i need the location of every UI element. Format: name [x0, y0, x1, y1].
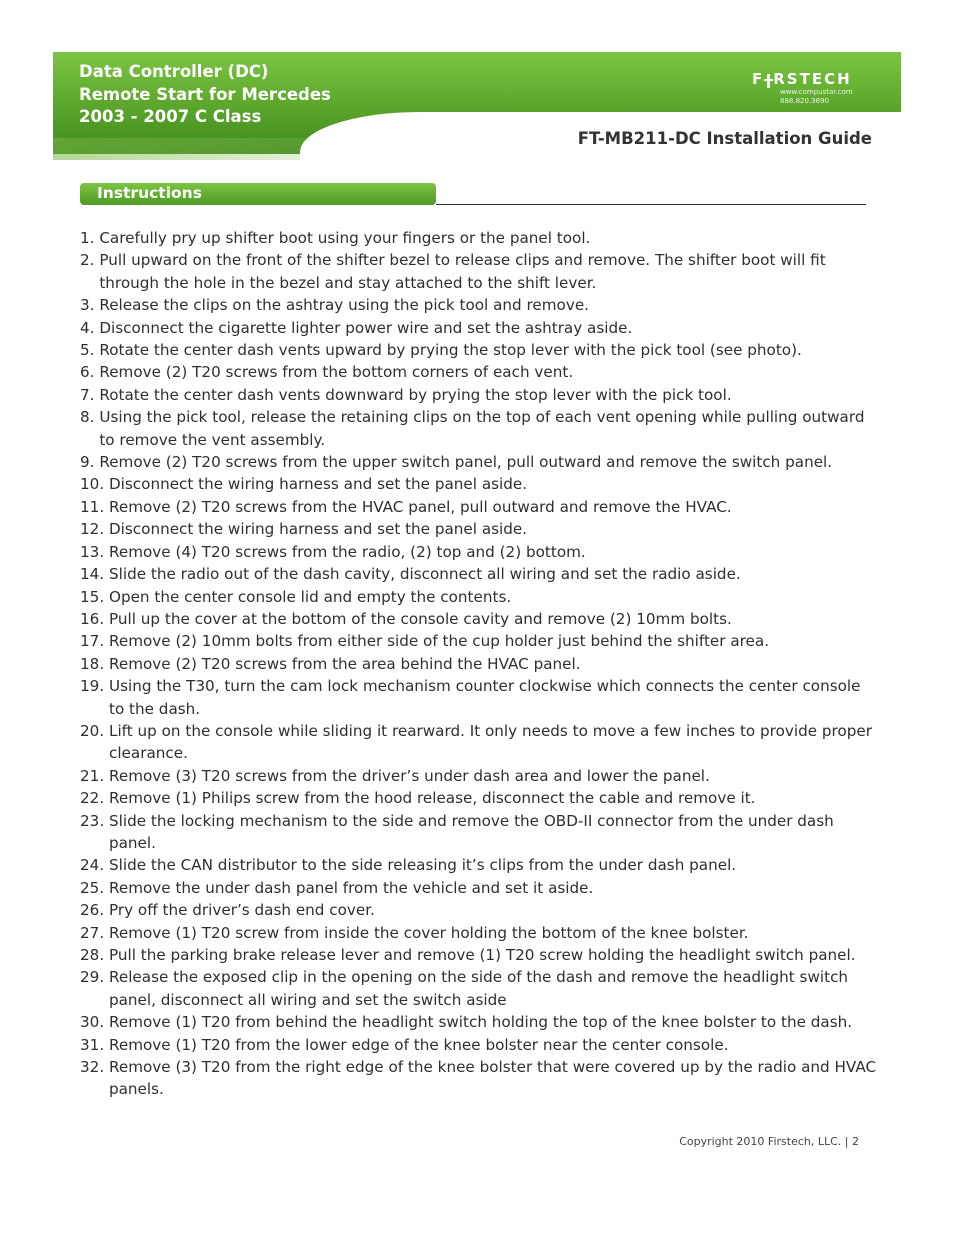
- step-item: [80, 1011, 880, 1033]
- step-number: 24.: [80, 856, 109, 875]
- step-item: [80, 944, 880, 966]
- step-number: 20.: [80, 721, 109, 740]
- step-number: 30.: [80, 1013, 109, 1032]
- step-item: [80, 966, 880, 1011]
- step-number: 4.: [80, 318, 100, 337]
- document-title: [79, 61, 331, 129]
- step-number: 28.: [80, 946, 109, 964]
- step-number: 1.: [80, 229, 100, 247]
- step-item: [80, 317, 880, 339]
- logo-url: www.compustar.com: [780, 88, 853, 96]
- step-item: [80, 630, 880, 652]
- step-text: Slide the radio out of the dash cavity, disconnect all wiring and set the radio aside.: [108, 565, 741, 584]
- step-text: Pry off the driver’s dash end cover.: [108, 901, 375, 920]
- step-number: 11.: [80, 497, 109, 516]
- step-text: Pull up the cover at the bottom of the console cavity and remove (2) 10mm bolts.: [108, 609, 732, 628]
- step-number: 6.: [80, 363, 100, 382]
- step-text: Slide the locking mechanism to the side and remove the OBD-II connector from the under dash panel.: [108, 811, 834, 852]
- logo-phone: 888.820.3690: [780, 97, 829, 105]
- step-number: 25.: [80, 878, 109, 897]
- step-item: [80, 563, 880, 585]
- step-number: 17.: [80, 632, 109, 651]
- copyright-footer: Copyright 2010 Firstech, LLC. | 2: [679, 1135, 859, 1148]
- step-item: [80, 1034, 880, 1056]
- step-item: [80, 608, 880, 630]
- section-header: [80, 183, 436, 205]
- step-item: [80, 653, 880, 675]
- step-number: 19.: [80, 677, 109, 696]
- logo-letters-rstech: RSTECH: [773, 70, 852, 88]
- section-label: Instructions: [97, 184, 202, 202]
- step-text: Remove the under dash panel from the vehicle and set it aside.: [108, 878, 594, 897]
- step-number: 32.: [80, 1058, 109, 1077]
- step-text: Pull the parking brake release lever and remove (1) T20 screw holding the headlight switch panel.: [108, 946, 856, 964]
- step-text: Remove (2) T20 screws from the HVAC panel, pull outward and remove the HVAC.: [108, 497, 732, 516]
- step-item: [80, 294, 880, 316]
- step-text: Remove (2) 10mm bolts from either side of the cup holder just behind the shifter area.: [108, 632, 770, 651]
- step-text: Disconnect the wiring harness and set the panel aside.: [108, 520, 528, 539]
- step-item: [80, 496, 880, 518]
- step-item: [80, 586, 880, 608]
- step-text: Lift up on the console while sliding it rearward. It only needs to move a few inches to provide proper clearance.: [108, 721, 872, 763]
- step-text: Remove (1) T20 from behind the headlight switch holding the top of the knee bolster to the dash.: [108, 1013, 853, 1032]
- step-number: 15.: [80, 587, 109, 606]
- step-number: 2.: [80, 251, 100, 270]
- step-number: 16.: [80, 609, 109, 628]
- step-number: 10.: [80, 475, 109, 494]
- step-text: Remove (2) T20 screws from the upper switch panel, pull outward and remove the switch panel.: [99, 453, 833, 472]
- step-item: [80, 339, 880, 361]
- step-number: 12.: [80, 520, 109, 539]
- guide-title: FT-MB211-DC Installation Guide: [577, 129, 872, 148]
- step-item: [80, 675, 880, 720]
- step-item: [80, 854, 880, 876]
- step-text: Using the pick tool, release the retaining clips on the top of each vent opening while pulling outward to remove the vent assembly.: [99, 408, 865, 449]
- step-text: Remove (2) T20 screws from the area behind the HVAC panel.: [108, 654, 581, 673]
- step-item: [80, 810, 880, 855]
- step-item: [80, 1056, 880, 1101]
- title-line-2: Remote Start for Mercedes: [79, 84, 331, 104]
- title-line-1: Data Controller (DC): [79, 62, 269, 81]
- step-number: 18.: [80, 654, 109, 673]
- step-item: [80, 922, 880, 944]
- step-item: [80, 249, 880, 294]
- step-item: [80, 765, 880, 787]
- step-number: 8.: [80, 408, 100, 427]
- step-text: Release the exposed clip in the opening on the side of the dash and remove the headlight switch panel, disconnect all wiring and set the switch aside: [108, 968, 849, 1009]
- step-text: Remove (1) T20 screw from inside the cover holding the bottom of the knee bolster.: [108, 923, 749, 942]
- step-text: Open the center console lid and empty the contents.: [108, 587, 512, 606]
- step-text: Disconnect the wiring harness and set the panel aside.: [108, 475, 528, 494]
- step-number: 26.: [80, 901, 109, 920]
- step-text: Remove (4) T20 screws from the radio, (2) top and (2) bottom.: [108, 542, 586, 561]
- firstech-logo: [752, 70, 882, 110]
- step-text: Slide the CAN distributor to the side releasing it’s clips from the under dash panel.: [108, 856, 737, 875]
- step-item: [80, 473, 880, 495]
- step-number: 13.: [80, 542, 109, 561]
- step-number: 14.: [80, 565, 109, 584]
- section-divider: [436, 204, 866, 205]
- step-text: Pull upward on the front of the shifter bezel to release clips and remove. The shifter boot will fit through the hole in the bezel and stay attached to the shift lever.: [99, 251, 826, 292]
- logo-wordmark: [752, 70, 882, 88]
- step-item: [80, 361, 880, 383]
- step-number: 27.: [80, 923, 109, 942]
- step-text: Rotate the center dash vents upward by prying the stop lever with the pick tool (see photo).: [99, 341, 802, 360]
- step-text: Release the clips on the ashtray using the pick tool and remove.: [99, 296, 590, 315]
- step-text: Using the T30, turn the cam lock mechanism counter clockwise which connects the center console to the dash.: [108, 677, 861, 718]
- step-item: [80, 518, 880, 540]
- step-text: Remove (3) T20 from the right edge of the knee bolster that were covered up by the radio and HVAC panels.: [108, 1058, 877, 1099]
- step-item: [80, 406, 880, 451]
- step-number: 9.: [80, 453, 100, 472]
- step-number: 29.: [80, 968, 109, 987]
- title-line-3: 2003 - 2007 C Class: [79, 107, 262, 126]
- step-item: [80, 787, 880, 809]
- step-text: Disconnect the cigarette lighter power wire and set the ashtray aside.: [99, 318, 633, 337]
- step-item: [80, 227, 880, 249]
- step-number: 5.: [80, 341, 100, 360]
- step-text: Rotate the center dash vents downward by prying the stop lever with the pick tool.: [99, 385, 732, 404]
- step-text: Remove (2) T20 screws from the bottom corners of each vent.: [99, 363, 574, 382]
- step-number: 7.: [80, 385, 100, 404]
- step-number: 21.: [80, 766, 109, 785]
- step-text: Remove (1) Philips screw from the hood release, disconnect the cable and remove it.: [108, 789, 756, 808]
- step-item: [80, 384, 880, 406]
- step-item: [80, 899, 880, 921]
- logo-letter-f: F: [752, 70, 765, 88]
- step-number: 3.: [80, 296, 100, 315]
- step-number: 22.: [80, 789, 109, 808]
- step-number: 23.: [80, 811, 109, 830]
- instruction-list: [80, 227, 880, 1101]
- step-item: [80, 720, 880, 765]
- step-number: 31.: [80, 1035, 109, 1054]
- step-text: Remove (3) T20 screws from the driver’s under dash area and lower the panel.: [108, 766, 710, 785]
- logo-i-mark-icon: [764, 72, 773, 84]
- step-item: [80, 451, 880, 473]
- step-text: Remove (1) T20 from the lower edge of the knee bolster near the center console.: [108, 1035, 729, 1054]
- step-item: [80, 541, 880, 563]
- step-item: [80, 877, 880, 899]
- step-text: Carefully pry up shifter boot using your fingers or the panel tool.: [99, 229, 591, 247]
